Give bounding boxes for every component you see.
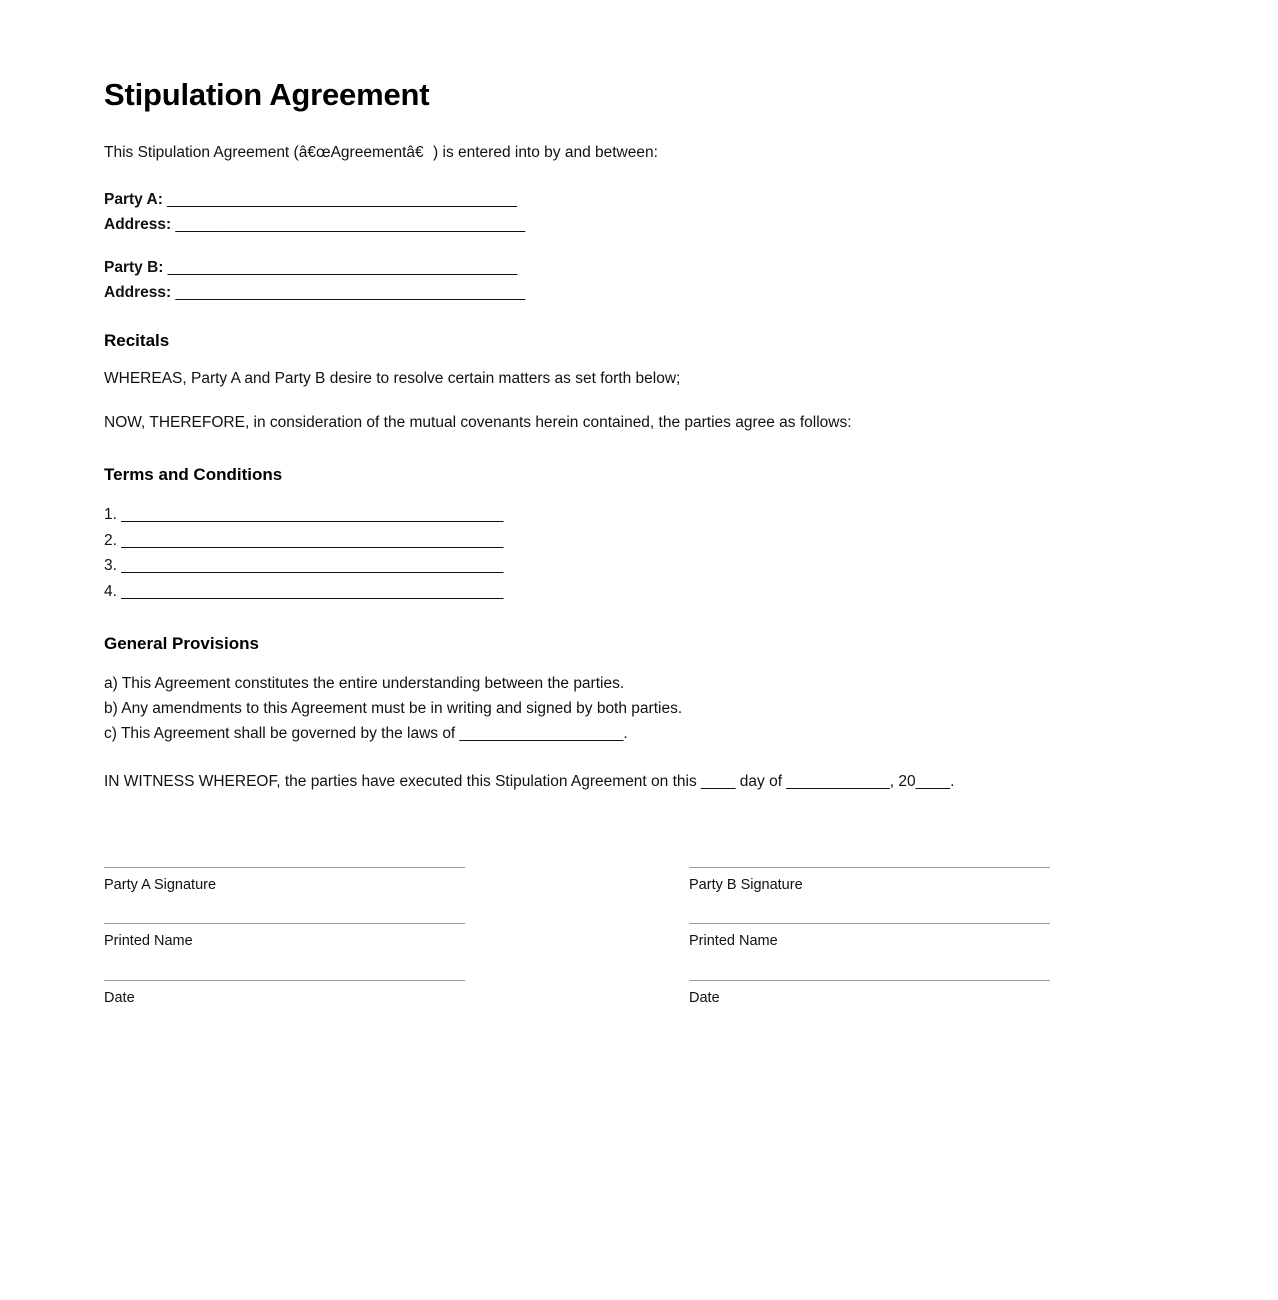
term-blank[interactable]: _______________________________________________ bbox=[121, 505, 503, 523]
page-title: Stipulation Agreement bbox=[104, 77, 430, 112]
term-blank[interactable]: _______________________________________________ bbox=[121, 582, 503, 600]
term-item bbox=[104, 553, 1050, 579]
party-b-signature-field[interactable] bbox=[689, 867, 1050, 894]
party-b-block bbox=[104, 255, 1050, 305]
term-blank[interactable]: _______________________________________________ bbox=[121, 557, 503, 575]
party-a-blank[interactable]: ___________________________________________ bbox=[167, 190, 517, 208]
term-number: 2. bbox=[104, 531, 117, 549]
party-b-printed-name-field[interactable] bbox=[689, 923, 1050, 950]
party-b-address-blank[interactable]: ___________________________________________ bbox=[175, 283, 525, 301]
general-provisions-heading: General Provisions bbox=[104, 634, 259, 654]
term-item bbox=[104, 528, 1050, 554]
party-a-signature-label: Party A Signature bbox=[104, 876, 217, 893]
party-a-label: Party A: bbox=[104, 190, 163, 208]
party-b-blank[interactable]: ___________________________________________ bbox=[167, 258, 517, 276]
recitals-now-therefore: NOW, THEREFORE, in consideration of the mutual covenants herein contained, the parties agree as follows: bbox=[104, 414, 852, 432]
party-a-date-label: Date bbox=[104, 989, 135, 1006]
signature-column-party-a bbox=[104, 867, 465, 1007]
party-b-printed-name-label: Printed Name bbox=[689, 933, 778, 950]
intro-paragraph: This Stipulation Agreement (â€œAgreementâ€) is entered into by and between: bbox=[104, 144, 658, 162]
term-number: 3. bbox=[104, 557, 117, 575]
term-number: 1. bbox=[104, 505, 117, 523]
party-a-printed-name-field[interactable] bbox=[104, 923, 465, 950]
provision-c: c) This Agreement shall be governed by the laws of ___________________. bbox=[104, 725, 628, 743]
recitals-whereas: WHEREAS, Party A and Party B desire to resolve certain matters as set forth below; bbox=[104, 370, 681, 387]
party-a-row bbox=[104, 187, 1050, 212]
party-b-date-label: Date bbox=[689, 989, 720, 1006]
terms-heading: Terms and Conditions bbox=[104, 464, 283, 484]
term-item bbox=[104, 502, 1050, 528]
party-a-address-row bbox=[104, 212, 1050, 237]
party-b-address-row bbox=[104, 280, 1050, 305]
term-item bbox=[104, 579, 1050, 605]
provision-a: a) This Agreement constitutes the entire understanding between the parties. bbox=[104, 675, 625, 693]
signature-column-party-b bbox=[689, 867, 1050, 1007]
party-b-row bbox=[104, 255, 1050, 280]
party-a-address-blank[interactable]: ___________________________________________ bbox=[175, 215, 525, 233]
document-body bbox=[104, 78, 1050, 1007]
party-b-label: Party B: bbox=[104, 258, 164, 276]
party-a-address-label: Address: bbox=[104, 215, 172, 233]
party-a-block bbox=[104, 187, 1050, 237]
party-b-address-label: Address: bbox=[104, 283, 172, 301]
party-b-date-field[interactable] bbox=[689, 980, 1050, 1007]
term-number: 4. bbox=[104, 582, 117, 600]
recitals-heading: Recitals bbox=[104, 331, 170, 350]
term-blank[interactable]: _______________________________________________ bbox=[121, 531, 503, 549]
party-a-date-field[interactable] bbox=[104, 980, 465, 1007]
signature-area bbox=[104, 867, 1050, 1007]
party-a-printed-name-label: Printed Name bbox=[104, 933, 193, 950]
party-a-signature-field[interactable] bbox=[104, 867, 465, 894]
terms-list bbox=[104, 502, 1050, 604]
witness-clause: IN WITNESS WHEREOF, the parties have executed this Stipulation Agreement on this ____ day of ____________, 20____. bbox=[104, 772, 955, 790]
party-b-signature-label: Party B Signature bbox=[689, 876, 803, 893]
provision-b: b) Any amendments to this Agreement must be in writing and signed by both parties. bbox=[104, 700, 683, 718]
